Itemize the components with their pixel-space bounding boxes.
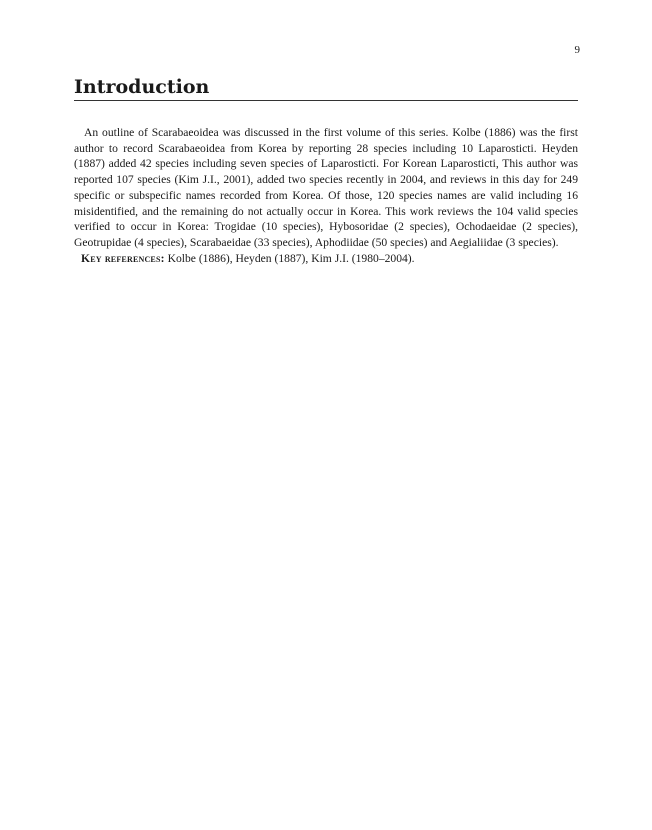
key-references [74,251,578,267]
key-references-text: Kolbe (1886), Heyden (1887), Kim J.I. (1980–2004). [167,251,415,265]
intro-paragraph: An outline of Scarabaeoidea was discussed in the first volume of this series. Kolbe (1886) was the first author to record Scarabaeoidea from Korea by reporting 28 species including 10 Laparosticti. Heyden (1887) added 42 species including seven species of Laparosticti. For Korean Laparosticti, This author was reported 107 species (Kim J.I., 2001), added two species recently in 2004, and reviews in this day for 249 specific or subspecific names recorded from Korea. Of those, 120 species names are valid including 16 misidentified, and the remaining do not actually occur in Korea. This work reviews the 104 valid species verified to occur in Korea: Trogidae (10 species), Hybosoridae (2 species), Ochodaeidae (2 species), Geotrupidae (4 species), Scarabaeidae (33 species), Aphodiidae (50 species) and Aegialiidae (3 species). [74,126,578,249]
page-number: 9 [574,44,580,56]
key-references-label: Key references: [81,251,165,265]
section-body [74,125,578,266]
section-title: Introduction [74,76,578,101]
